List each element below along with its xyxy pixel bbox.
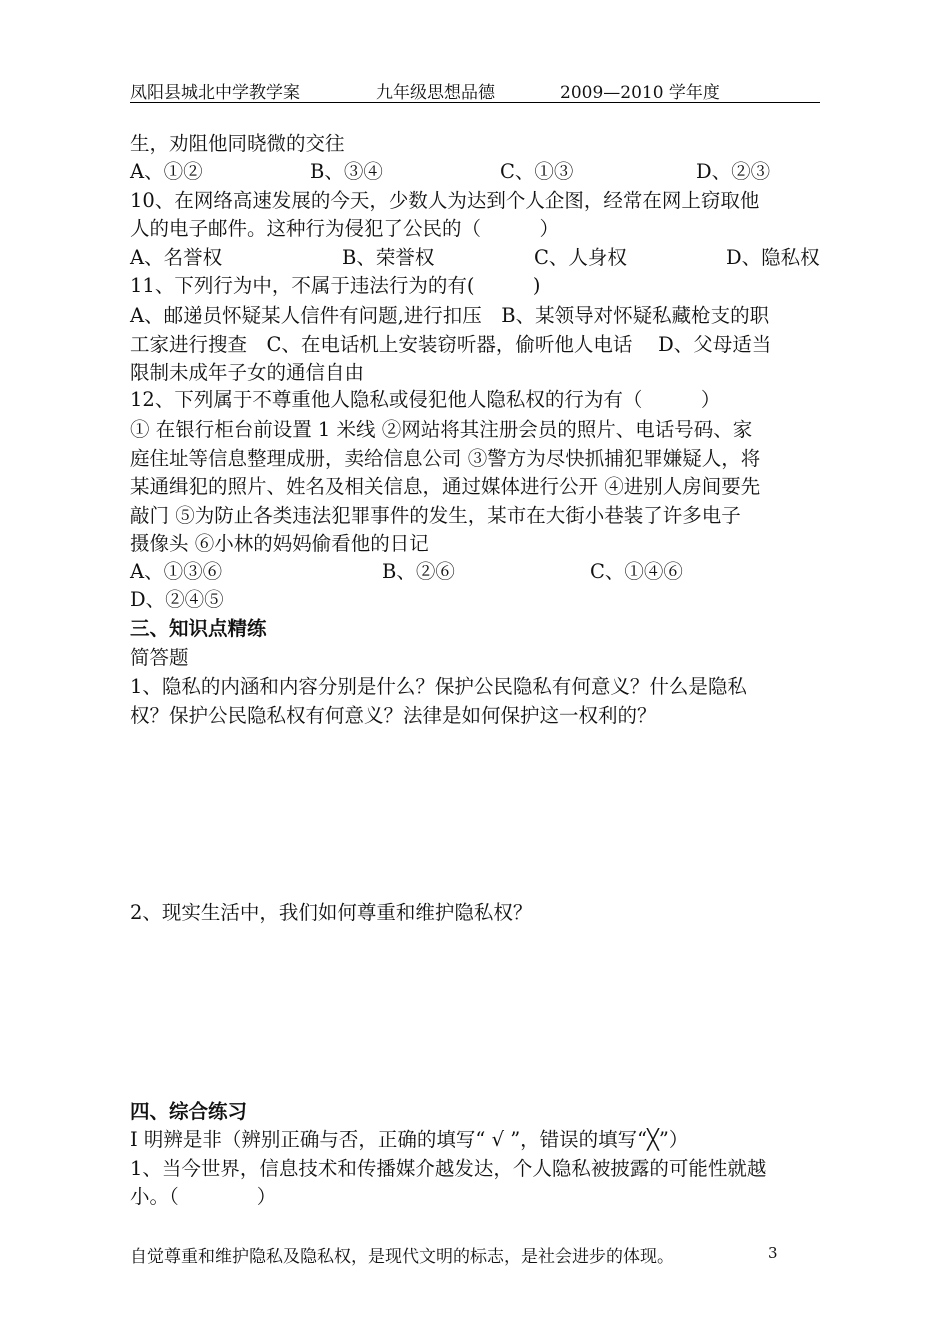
q12-options-row-1 [130, 558, 820, 586]
page-header [130, 76, 820, 103]
q10-option-a: A、名誉权 [130, 246, 223, 269]
page-number: 3 [768, 1244, 778, 1262]
header-grade-subject: 九年级思想品德 [376, 83, 495, 103]
section-3-subtitle: 简答题 [130, 646, 189, 669]
section-4-instruction: Ⅰ 明辨是非（辨别正确与否，正确的填写“ √ ”，错误的填写“╳”） [130, 1128, 689, 1151]
q9-option-d: D、②③ [696, 160, 771, 183]
q10-line-1: 10、在网络高速发展的今天，少数人为达到个人企图，经常在网上窃取他 [130, 189, 760, 212]
q12-option-a: A、①③⑥ [130, 560, 223, 583]
s3-q1-line-2: 权？保护公民隐私权有何意义？法律是如何保护这一权利的？ [130, 704, 657, 727]
s4-q1-line-2: 小。（ ） [130, 1185, 277, 1208]
q9-option-b: B、③④ [310, 160, 383, 183]
q12-line-3: 庭住址等信息整理成册，卖给信息公司 ③警方为尽快抓捕犯罪嫌疑人，将 [130, 447, 761, 470]
q9-options [130, 158, 820, 186]
q12-line-2: ① 在银行柜台前设置 1 米线 ②网站将其注册会员的照片、电话号码、家 [130, 418, 753, 441]
q9-continuation: 生，劝阻他同晓微的交往 [130, 132, 345, 155]
q12-line-1: 12、下列属于不尊重他人隐私或侵犯他人隐私权的行为有（ ） [130, 388, 721, 411]
q11-line-1: 11、下列行为中，不属于违法行为的有( ) [130, 274, 541, 297]
header-year: 2009—2010 学年度 [560, 83, 720, 103]
q10-option-b: B、荣誉权 [342, 246, 435, 269]
q9-option-a: A、①② [130, 160, 203, 183]
q12-option-b: B、②⑥ [382, 560, 455, 583]
s4-q1-line-1: 1、当今世界，信息技术和传播媒介越发达，个人隐私被披露的可能性就越 [130, 1157, 767, 1180]
q10-line-2: 人的电子邮件。这种行为侵犯了公民的（ ） [130, 217, 560, 240]
q11-line-3: 工家进行搜查 C、在电话机上安装窃听器，偷听他人电话 D、父母适当 [130, 333, 772, 356]
section-3-title: 三、知识点精练 [130, 617, 267, 640]
q11-line-4: 限制未成年子女的通信自由 [130, 361, 365, 384]
q12-line-6: 摄像头 ⑥小林的妈妈偷看他的日记 [130, 532, 429, 555]
q9-option-c: C、①③ [500, 160, 574, 183]
q10-options [130, 244, 820, 272]
s3-q2: 2、现实生活中，我们如何尊重和维护隐私权？ [130, 901, 533, 924]
section-4-title: 四、综合练习 [130, 1100, 248, 1123]
q10-option-d: D、隐私权 [726, 246, 820, 269]
q10-option-c: C、人身权 [534, 246, 627, 269]
q12-line-4: 某通缉犯的照片、姓名及相关信息，通过媒体进行公开 ④进别人房间要先 [130, 475, 761, 498]
q12-line-5: 敲门 ⑤为防止各类违法犯罪事件的发生，某市在大街小巷装了许多电子 [130, 504, 741, 527]
header-school: 凤阳县城北中学教学案 [130, 83, 300, 103]
q12-option-d: D、②④⑤ [130, 588, 224, 611]
s3-q1-line-1: 1、隐私的内涵和内容分别是什么？保护公民隐私有何意义？什么是隐私 [130, 675, 747, 698]
q12-option-c: C、①④⑥ [590, 560, 683, 583]
footer-slogan: 自觉尊重和维护隐私及隐私权，是现代文明的标志，是社会进步的体现。 [130, 1247, 674, 1267]
q11-line-2: A、邮递员怀疑某人信件有问题,进行扣压 B、某领导对怀疑私藏枪支的职 [130, 304, 770, 327]
